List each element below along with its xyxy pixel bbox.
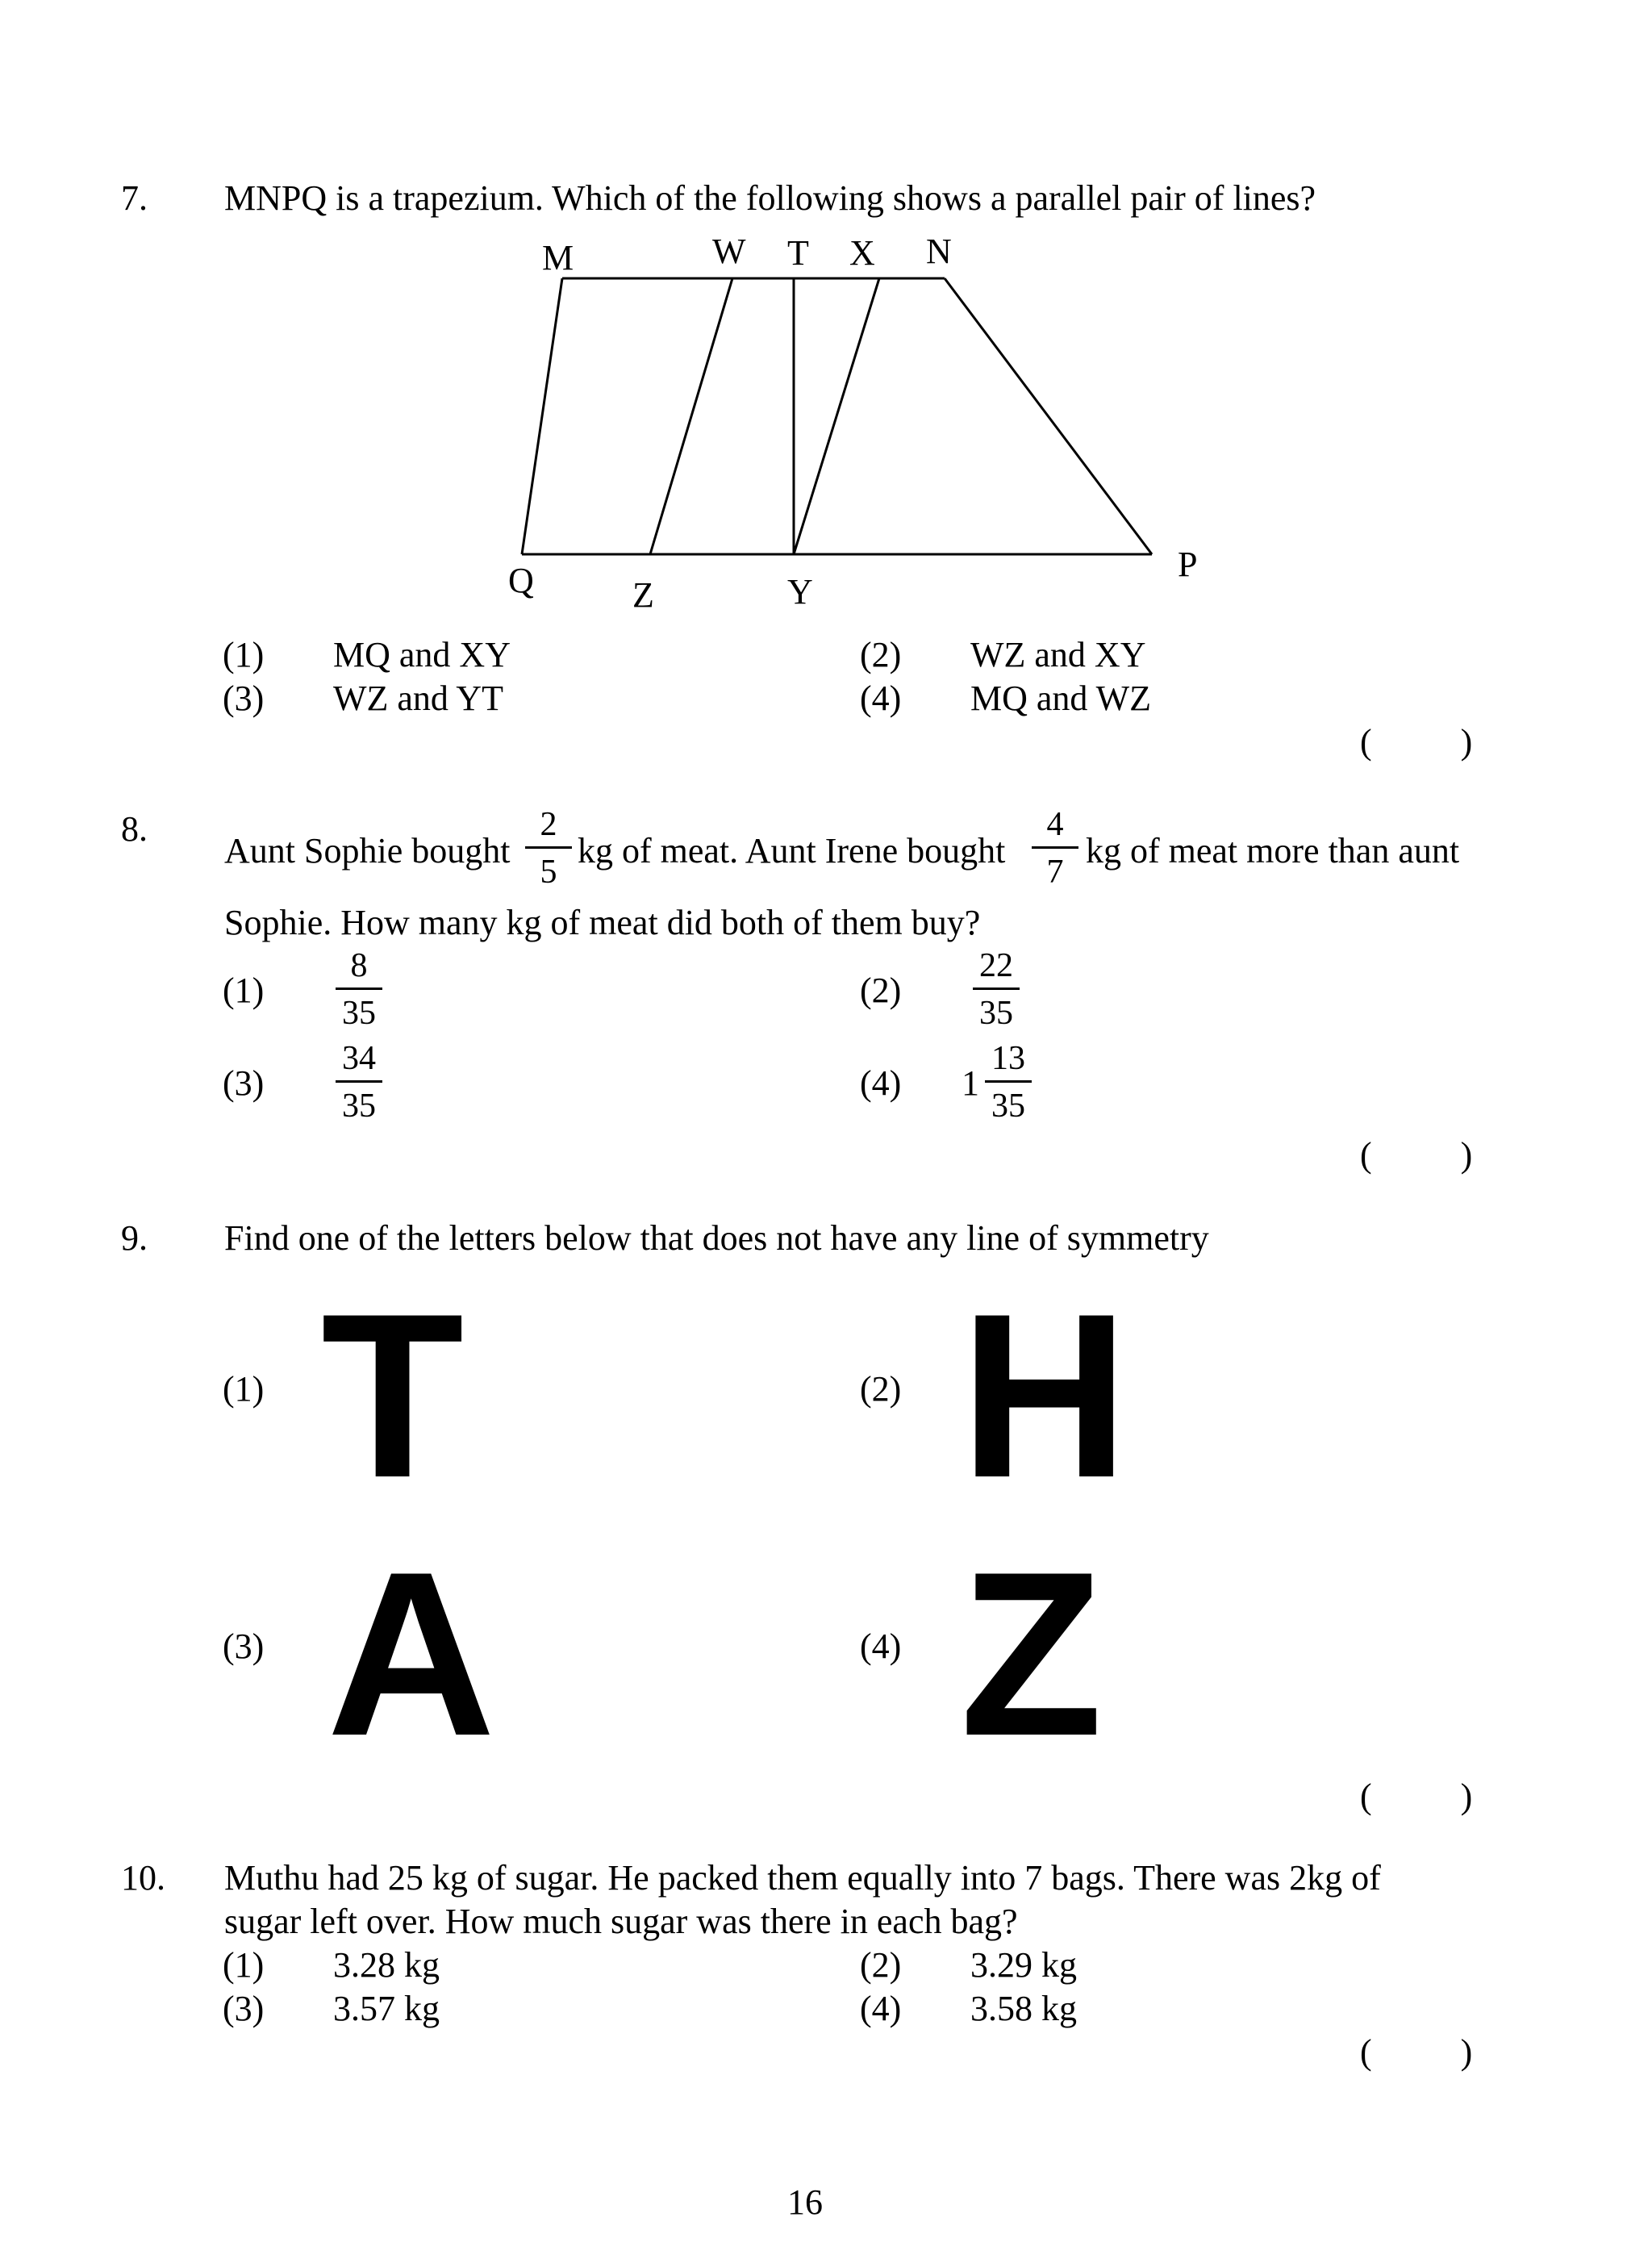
q7-option-1-text[interactable]: MQ and XY bbox=[333, 635, 511, 674]
q10-option-4-text[interactable]: 3.58 kg bbox=[970, 1989, 1077, 2028]
q7-option-3-text[interactable]: WZ and YT bbox=[333, 679, 503, 718]
q8-text-a: Aunt Sophie bought bbox=[224, 831, 511, 871]
vertex-label-Z: Z bbox=[632, 575, 654, 615]
vertex-label-Q: Q bbox=[508, 561, 534, 600]
q9-answer-bracket[interactable]: ( ) bbox=[1360, 1777, 1473, 1816]
fraction-numerator: 22 bbox=[979, 947, 1013, 984]
q8-option-3-number: (3) bbox=[223, 1063, 265, 1103]
q8-option-2-fraction[interactable] bbox=[968, 949, 1024, 1030]
q8-option-3-fraction[interactable] bbox=[331, 1042, 387, 1123]
q10-text-b: sugar left over. How much sugar was there in each bag? bbox=[224, 1902, 1018, 1941]
q9-option-2-letter[interactable]: H bbox=[960, 1265, 1129, 1526]
fraction-numerator: 2 bbox=[540, 806, 557, 843]
vertex-label-Y: Y bbox=[787, 572, 813, 612]
fraction-denominator: 35 bbox=[979, 995, 1013, 1032]
q7-question-text: MNPQ is a trapezium. Which of the following shows a parallel pair of lines? bbox=[224, 178, 1316, 218]
q9-option-2-number: (2) bbox=[860, 1369, 902, 1409]
vertex-label-M: M bbox=[542, 238, 574, 278]
q8-option-4-fraction[interactable] bbox=[980, 1042, 1037, 1123]
page-number: 16 bbox=[787, 2182, 823, 2222]
fraction-denominator: 35 bbox=[342, 1088, 376, 1125]
fraction-numerator: 13 bbox=[991, 1040, 1025, 1077]
q10-option-1-text[interactable]: 3.28 kg bbox=[333, 1945, 440, 1985]
fraction-numerator: 8 bbox=[350, 947, 368, 984]
q9-option-1-number: (1) bbox=[223, 1369, 265, 1409]
q10-option-2-text[interactable]: 3.29 kg bbox=[970, 1945, 1077, 1985]
q8-option-4-whole[interactable]: 1 bbox=[962, 1063, 979, 1103]
q8-text-d: Sophie. How many kg of meat did both of them buy? bbox=[224, 903, 981, 942]
q8-number: 8. bbox=[121, 809, 148, 849]
fraction-numerator: 34 bbox=[342, 1040, 376, 1077]
q8-answer-bracket[interactable]: ( ) bbox=[1360, 1135, 1473, 1175]
q8-fraction-2-5 bbox=[520, 808, 577, 889]
q8-text-b: kg of meat. Aunt Irene bought bbox=[578, 831, 1006, 871]
q9-option-3-number: (3) bbox=[223, 1626, 265, 1666]
vertex-label-N: N bbox=[926, 232, 952, 271]
q8-option-2-number: (2) bbox=[860, 971, 902, 1010]
q7-option-1-number: (1) bbox=[223, 635, 265, 674]
q10-option-3-text[interactable]: 3.57 kg bbox=[333, 1989, 440, 2028]
fraction-denominator: 35 bbox=[991, 1088, 1025, 1125]
q8-text-c: kg of meat more than aunt bbox=[1086, 831, 1460, 871]
q9-number: 9. bbox=[121, 1218, 148, 1258]
vertex-label-W: W bbox=[712, 232, 746, 271]
q9-question-text: Find one of the letters below that does not have any line of symmetry bbox=[224, 1218, 1209, 1258]
vertex-label-X: X bbox=[849, 233, 875, 273]
q9-option-4-letter[interactable]: Z bbox=[960, 1523, 1103, 1785]
q7-number: 7. bbox=[121, 178, 148, 218]
fraction-denominator: 7 bbox=[1046, 854, 1064, 891]
q7-option-2-number: (2) bbox=[860, 635, 902, 674]
fraction-denominator: 35 bbox=[342, 995, 376, 1032]
q8-option-4-number: (4) bbox=[860, 1063, 902, 1103]
q10-option-3-number: (3) bbox=[223, 1989, 265, 2028]
vertex-label-T: T bbox=[787, 233, 809, 273]
q8-fraction-4-7 bbox=[1027, 808, 1083, 889]
q10-number: 10. bbox=[121, 1858, 165, 1898]
edge-QM bbox=[522, 278, 562, 554]
line-XY bbox=[794, 278, 879, 554]
q10-answer-bracket[interactable]: ( ) bbox=[1360, 2032, 1473, 2072]
vertex-label-P: P bbox=[1178, 545, 1198, 584]
q8-option-1-number: (1) bbox=[223, 971, 265, 1010]
q8-option-1-fraction[interactable] bbox=[331, 949, 387, 1030]
q9-option-1-letter[interactable]: T bbox=[321, 1265, 465, 1526]
fraction-numerator: 4 bbox=[1046, 806, 1064, 843]
q10-text-a: Muthu had 25 kg of sugar. He packed them equally into 7 bags. There was 2kg of bbox=[224, 1858, 1381, 1898]
q7-answer-bracket[interactable]: ( ) bbox=[1360, 722, 1473, 762]
q10-option-4-number: (4) bbox=[860, 1989, 902, 2028]
q7-option-2-text[interactable]: WZ and XY bbox=[970, 635, 1146, 674]
q7-option-4-number: (4) bbox=[860, 679, 902, 718]
fraction-denominator: 5 bbox=[540, 854, 557, 891]
q7-option-4-text[interactable]: MQ and WZ bbox=[970, 679, 1152, 718]
q9-option-4-number: (4) bbox=[860, 1626, 902, 1666]
q10-option-2-number: (2) bbox=[860, 1945, 902, 1985]
q9-option-3-letter[interactable]: A bbox=[327, 1523, 496, 1785]
q7-option-3-number: (3) bbox=[223, 679, 265, 718]
edge-NP bbox=[945, 278, 1152, 554]
line-WZ bbox=[650, 278, 732, 554]
q10-option-1-number: (1) bbox=[223, 1945, 265, 1985]
